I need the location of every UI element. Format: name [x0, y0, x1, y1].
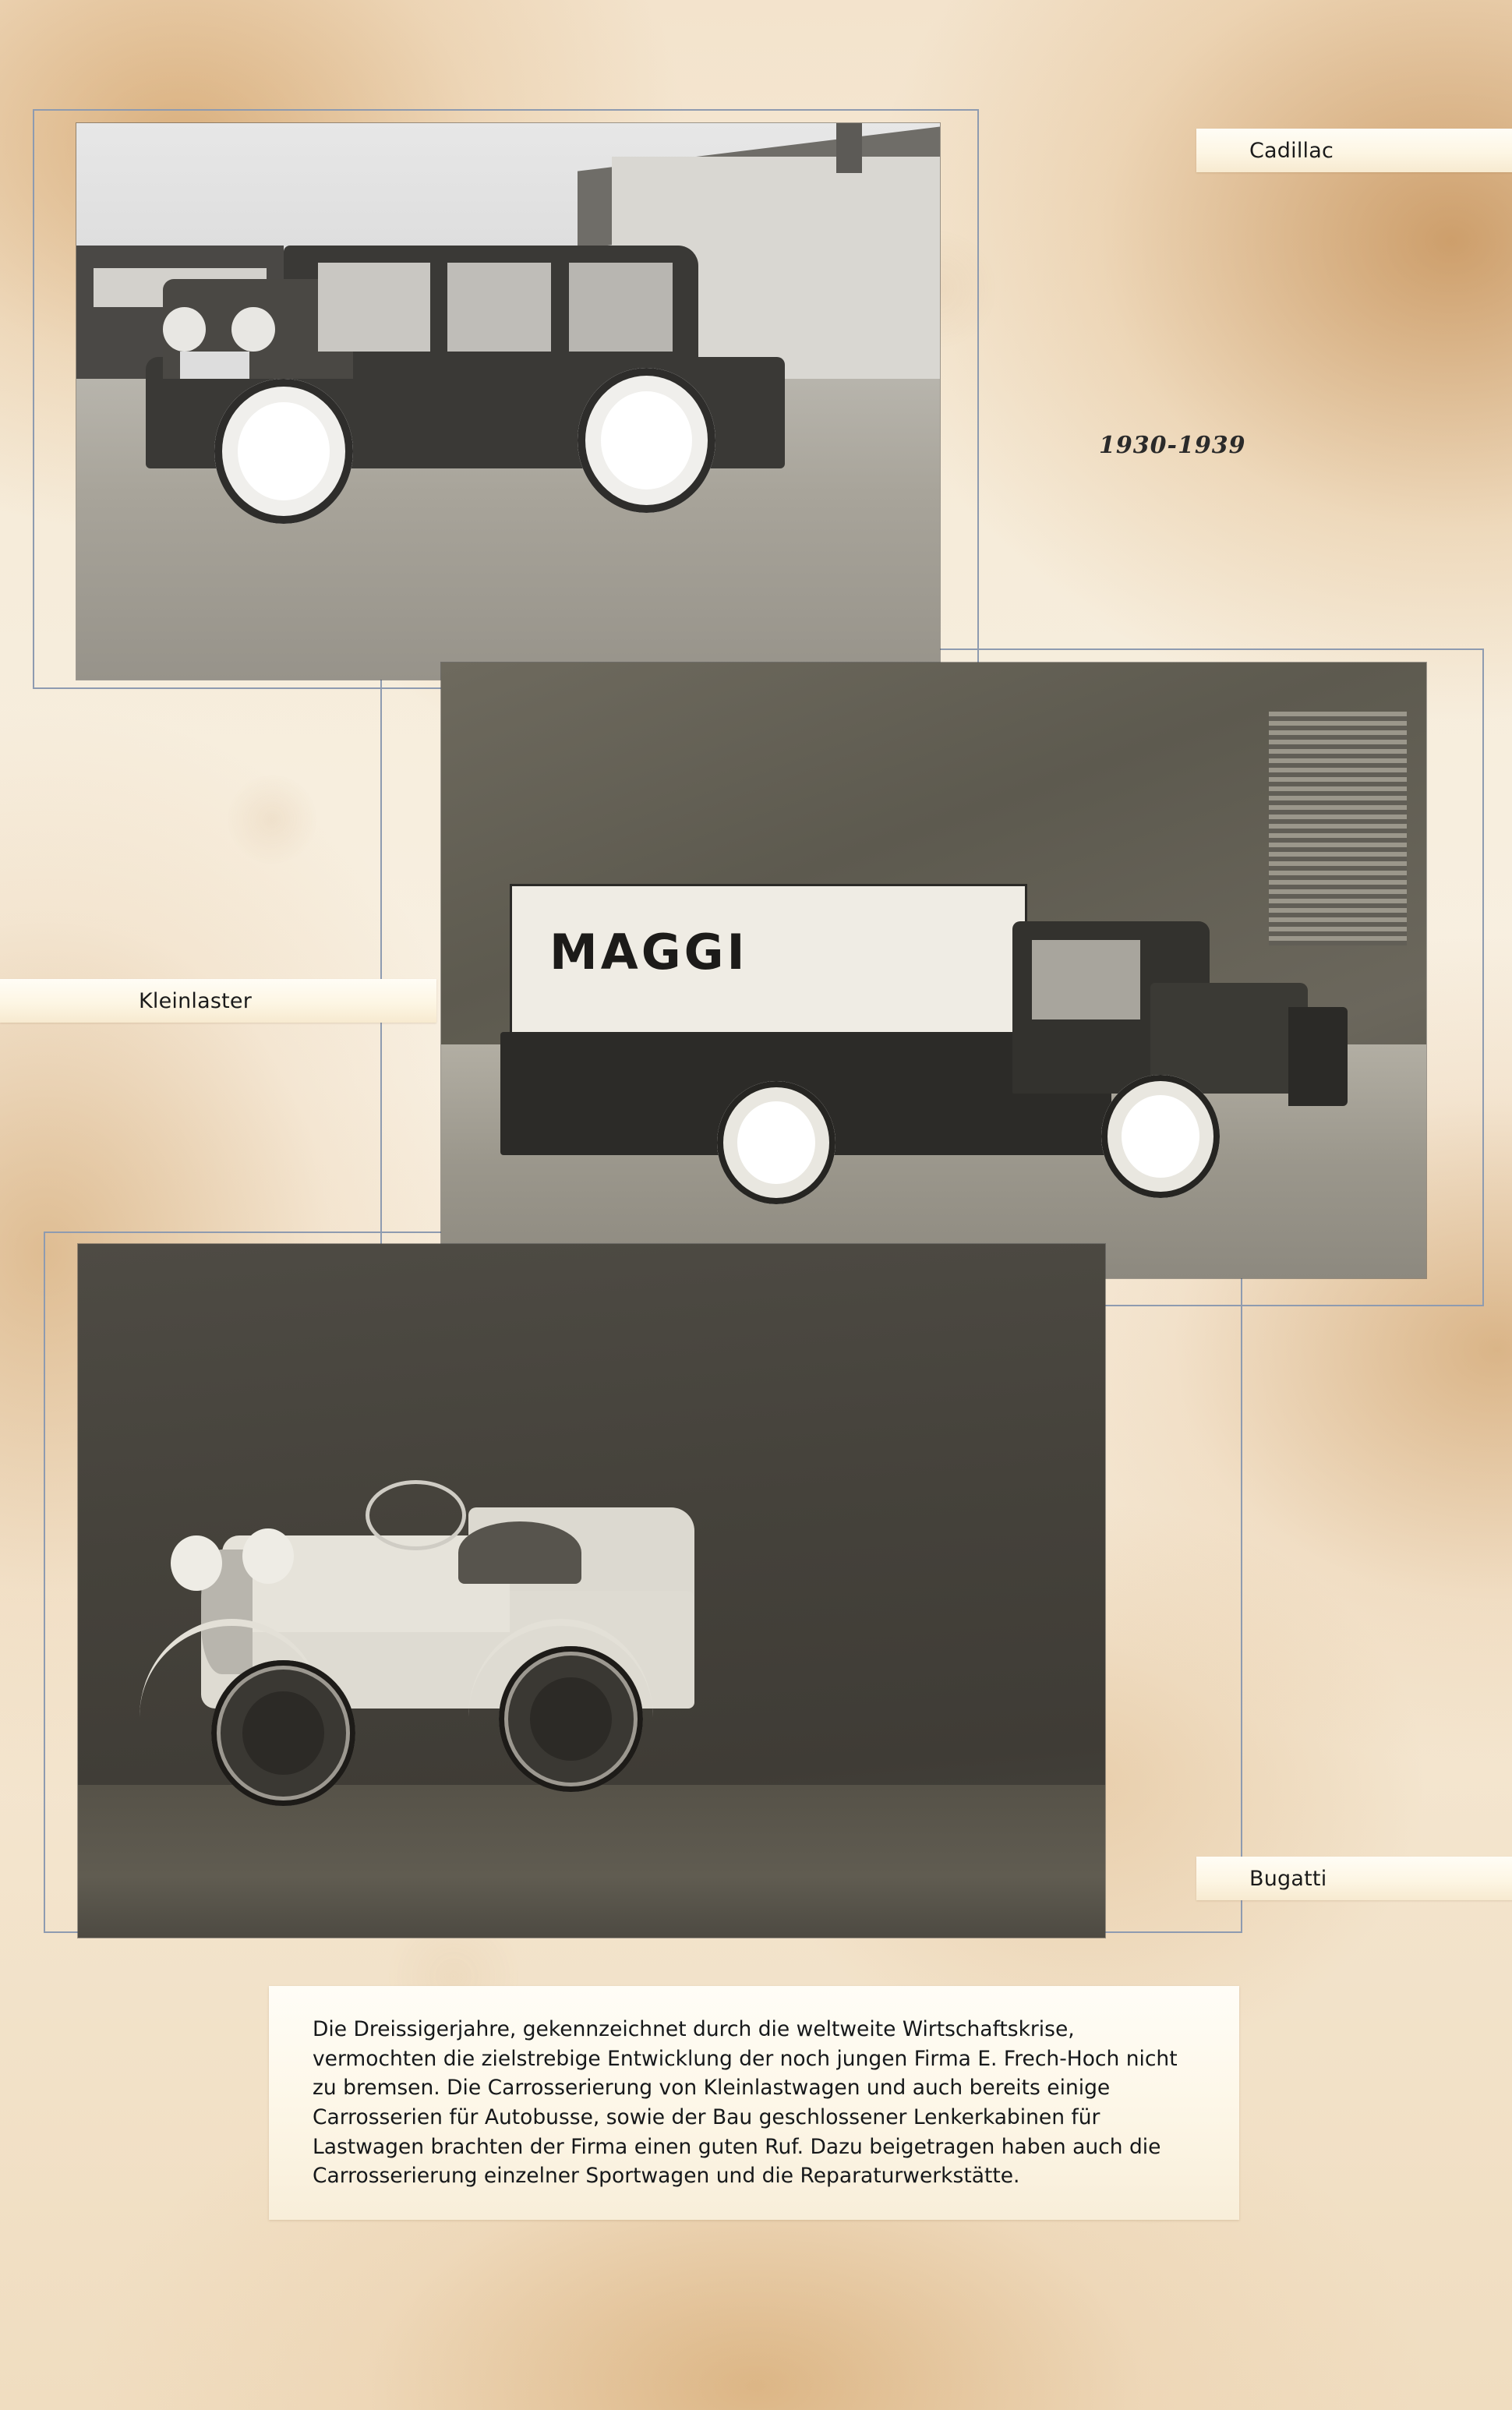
photo-bugatti — [78, 1244, 1105, 1938]
sportscar-cockpit — [458, 1521, 581, 1584]
grass-foreground — [78, 1785, 1105, 1938]
car-licence-plate — [180, 352, 249, 380]
hillside-stairs — [1269, 712, 1407, 945]
truck-front-grille — [1288, 1007, 1348, 1105]
sportscar-steering-wheel — [366, 1480, 466, 1550]
sportscar-rear-wheel — [499, 1646, 643, 1792]
truck-rear-wheel — [717, 1081, 835, 1204]
car-headlamp-left — [163, 307, 206, 352]
era-range-text: 1930-1939 — [1099, 432, 1246, 459]
label-kleinlaster: Kleinlaster — [0, 979, 436, 1023]
caption-text: Die Dreissigerjahre, gekennzeichnet durch die weltweite Wirtschaftskrise, vermochten die zielstrebige Entwicklung der noch jungen Firma E. Frech-Hoch nicht zu bremsen. Die Carrosserierung von Kleinlastwagen und auch bereits einige Carrosserien für Autobusse, sowie der Bau geschlossener Lenkerkabinen für Lastwagen brachten der Firma einen guten Ruf. Dazu beigetragen haben auch die Carrosserierung einzelner Sportwagen und die Reparaturwerkstätte. — [313, 2017, 1178, 2189]
truck-front-wheel — [1101, 1075, 1220, 1198]
label-cadillac: Cadillac — [1196, 129, 1512, 172]
car-window-middle — [447, 263, 551, 352]
label-bugatti: Bugatti — [1196, 1857, 1512, 1900]
caption-panel — [269, 1986, 1239, 2220]
car-rear-wheel — [578, 368, 715, 513]
photo-kleinlaster — [441, 663, 1426, 1278]
sportscar-front-wheel — [211, 1660, 355, 1806]
car-front-wheel — [214, 379, 352, 524]
truck-brand-text: MAGGI — [549, 923, 748, 981]
car-window-rear — [569, 263, 673, 352]
truck-cab-window — [1032, 940, 1140, 1020]
photo-cadillac — [76, 123, 940, 680]
sportscar-headlamp-right — [242, 1528, 294, 1584]
house-chimney — [836, 123, 862, 173]
car-headlamp-right — [231, 307, 274, 352]
sportscar-headlamp-left — [171, 1535, 222, 1591]
car-window-front — [318, 263, 430, 352]
